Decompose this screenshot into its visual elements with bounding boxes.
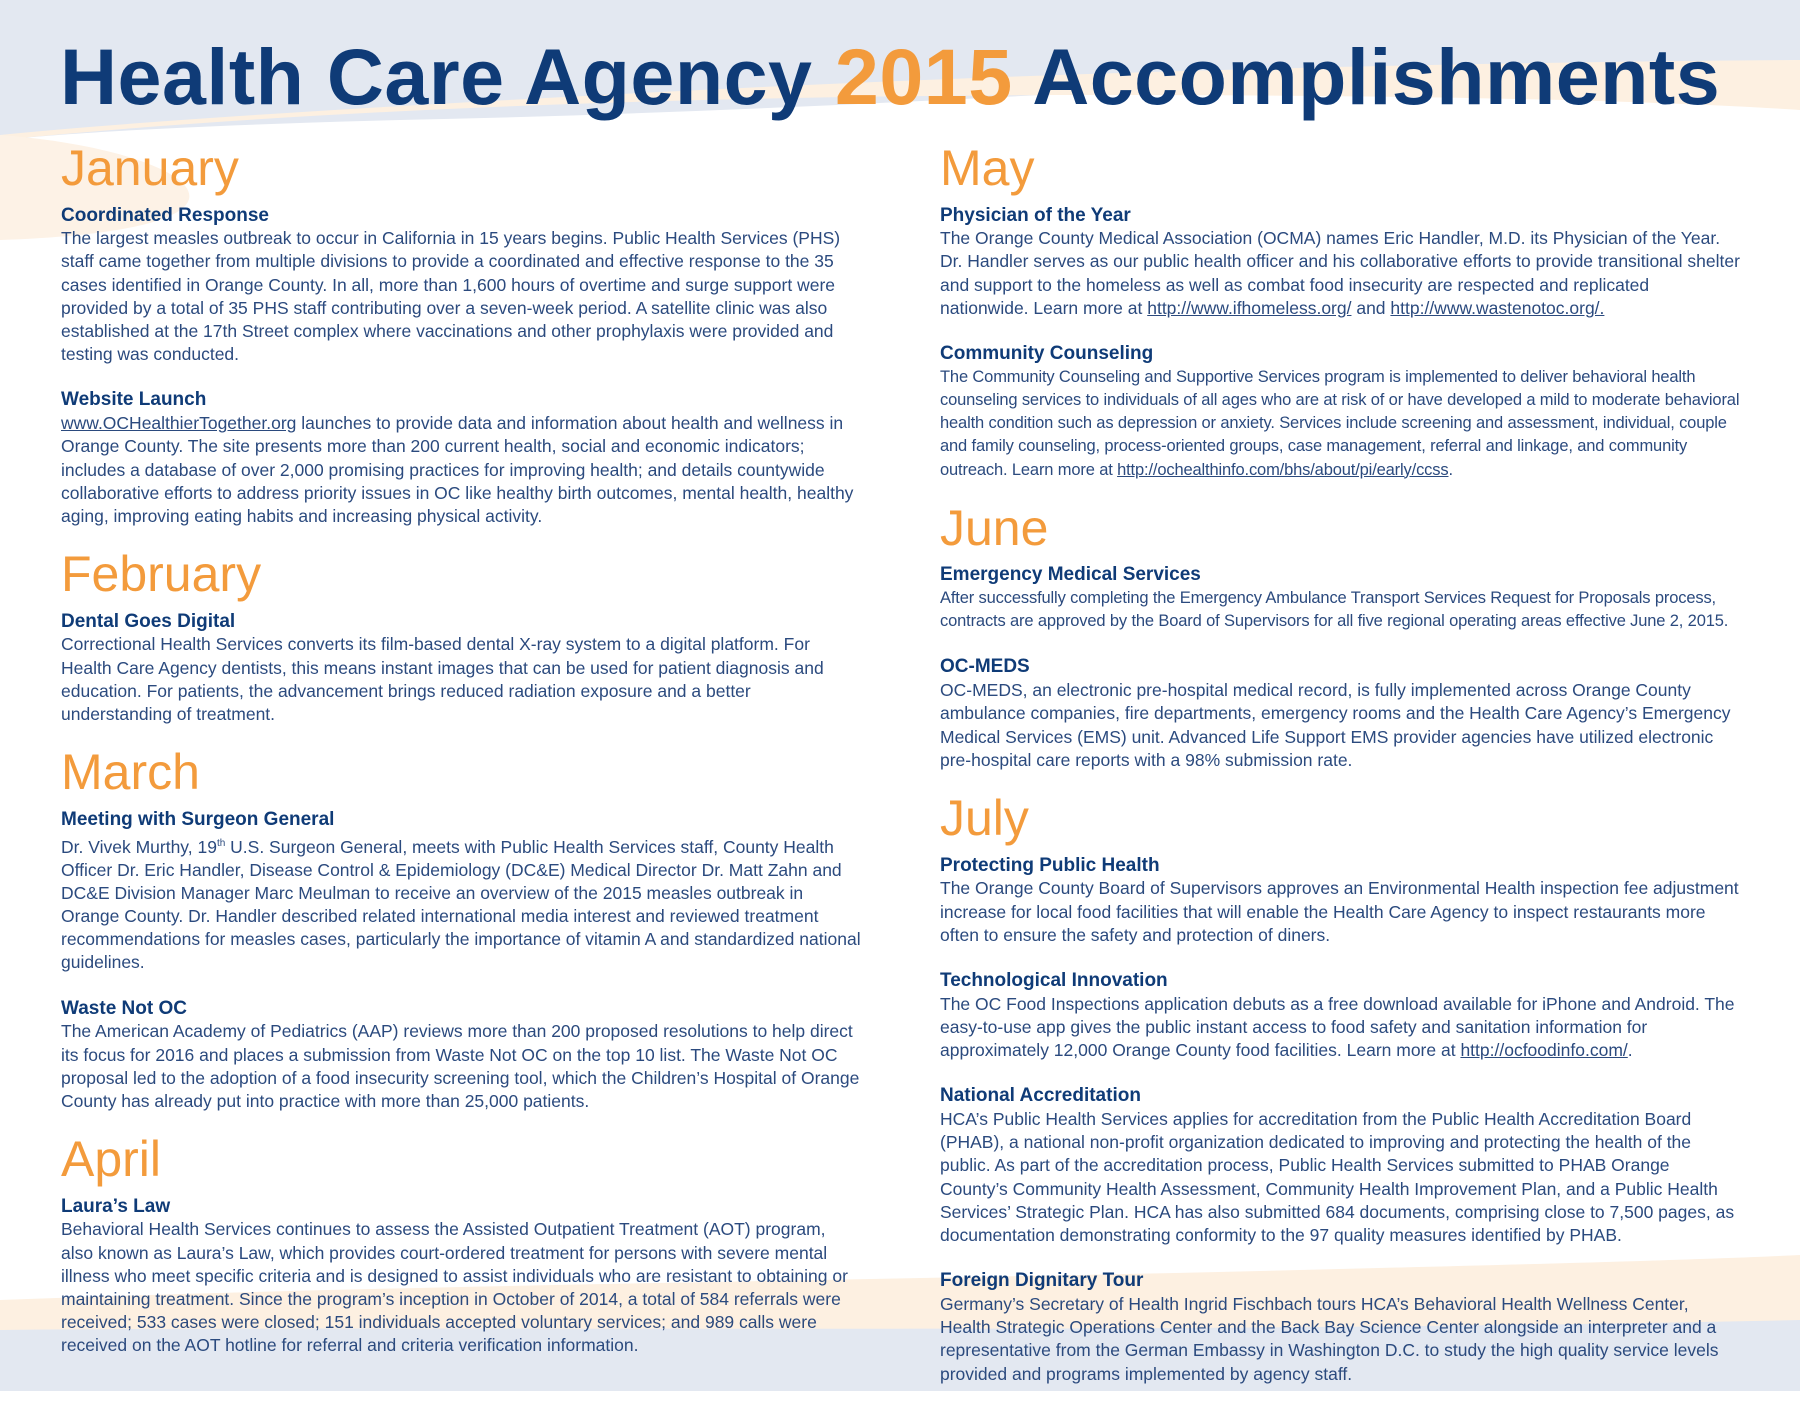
article-title: Coordinated Response: [61, 204, 269, 226]
article-title: Emergency Medical Services: [940, 564, 1201, 586]
article-body: Behavioral Health Services continues to assess the Assisted Outpatient Treatment (AOT) program, also known as Laura’s Law, which provides court-ordered treatment for persons with severe mental illness who meet specific criteria and is designed to assist individuals who are resistant to obtaining or maintaining treatment. Since the program’s inception in October of 2014, a total of 584 referrals were received; 533 cases were closed; 151 individuals accepted voluntary services; and 989 calls were received on the AOT hotline for referral and criteria verification information.: [61, 1219, 848, 1356]
article-body-text: The OC Food Inspections application debuts as a free download available for iPhone and Android. The easy-to-use app gives the public instant access to food safety and sanitation information for approximately 12,000 Orange County food facilities. Learn more at: [940, 993, 1735, 1061]
article-body: Correctional Health Services converts its film-based dental X-ray system to a digital platform. For Health Care Agency dentists, this means instant images that can be used for patient diagnosis and education. For patients, the advancement brings reduced radiation exposure and a better understanding of treatment.: [61, 634, 824, 725]
article-body: [940, 366, 1740, 482]
month-july: July: [940, 790, 1029, 847]
article-title: National Accreditation: [940, 1085, 1141, 1107]
month-february: February: [61, 546, 262, 603]
link-ochealthiertogether[interactable]: www.OCHealthierTogether.org: [61, 413, 297, 434]
article-body-text: .: [1627, 1040, 1633, 1061]
link-ochealthinfo-ccss[interactable]: http://ochealthinfo.com/bhs/about/pi/early/ccss: [1117, 460, 1449, 479]
article-protecting-public-health: [940, 854, 1740, 947]
article-title: Physician of the Year: [940, 204, 1131, 226]
article-body-text: launches to provide data and information about health and wellness in Orange County. The site presents more than 200 current health, social and economic indicators; includes a database of over 2,000 promising practices for improving health; and details countywide collaborative efforts to address priority issues in OC like healthy birth outcomes, mental health, healthy aging, improving eating habits and increasing physical activity.: [61, 413, 854, 527]
article-emergency-medical: [940, 563, 1740, 633]
article-title: Community Counseling: [940, 343, 1154, 365]
right-column: [940, 140, 1740, 1408]
link-ocfoodinfo[interactable]: http://ocfoodinfo.com/: [1460, 1040, 1628, 1061]
article-national-accreditation: [940, 1084, 1740, 1247]
article-body: The American Academy of Pediatrics (AAP) reviews more than 200 proposed resolutions to help direct its focus for 2016 and places a submission from Waste Not OC on the top 10 list. The Waste Not OC proposal led to the adoption of a food insecurity screening tool, which the Children’s Hospital of Orange County has already put into practice with more than 25,000 patients.: [61, 1021, 860, 1111]
article-body: HCA’s Public Health Services applies for accreditation from the Public Health Accreditation Board (PHAB), a national non-profit organization dedicated to improving and protecting the health of the public. As part of the accreditation process, Public Health Services submitted to PHAB Orange County’s Community Health Assessment, Community Health Improvement Plan, and a Public Health Services’ Strategic Plan. HCA has also submitted 684 documents, comprising close to 7,500 pages, as documentation demonstrating conformity to the 97 quality measures identified by PHAB.: [940, 1109, 1735, 1246]
article-body-text: .: [1448, 460, 1453, 479]
link-ifhomeless[interactable]: http://www.ifhomeless.org/: [1147, 297, 1352, 318]
page-title: [60, 30, 1760, 125]
article-technological-innovation: [940, 969, 1740, 1062]
left-column: [61, 140, 861, 1380]
article-coordinated-response: [61, 204, 861, 367]
article-body: [940, 227, 1740, 320]
article-body: After successfully completing the Emergency Ambulance Transport Services Request for Proposals process, contracts are approved by the Board of Supervisors for all five regional operating areas effective June 2, 2015.: [940, 589, 1729, 631]
article-body: The Orange County Board of Supervisors approves an Environmental Health inspection fee adjustment increase for local food facilities that will enable the Health Care Agency to inspect restaurants more often to ensure the safety and protection of diners.: [940, 878, 1739, 945]
article-body: [940, 993, 1740, 1063]
link-wastenotoc[interactable]: http://www.wastenotoc.org/.: [1390, 297, 1605, 318]
article-body-text: U.S. Surgeon General, meets with Public Health Services staff, County Health Officer Dr. Eric Handler, Disease Control & Epidemiology (DC&E) Medical Director Dr. Matt Zahn and DC&E Division Manager Marc Meulman to receive an overview of the 2015 measles outbreak in Orange County. Dr. Handler described related international media interest and reviewed treatment recommendations for measles cases, particularly the importance of vitamin A and standardized national guidelines.: [61, 836, 861, 973]
article-website-launch: [61, 388, 861, 528]
article-title: Foreign Dignitary Tour: [940, 1270, 1144, 1292]
article-community-counseling: [940, 342, 1740, 482]
article-title: Laura’s Law: [61, 1195, 171, 1217]
article-title: Protecting Public Health: [940, 854, 1160, 876]
article-title: Dental Goes Digital: [61, 610, 236, 632]
article-oc-meds: [940, 655, 1740, 772]
article-title: Website Launch: [61, 389, 207, 411]
article-body-text: The Orange County Medical Association (OCMA) names Eric Handler, M.D. its Physician of the Year. Dr. Handler serves as our public health officer and his collaborative efforts to provide transitional shelter and support to the homeless as well as combat food insecurity are respected and replicated nationwide. Learn more at: [940, 228, 1740, 318]
article-dental-digital: [61, 610, 861, 727]
month-january: January: [61, 140, 239, 196]
month-april: April: [61, 1131, 162, 1188]
title-year: 2015: [834, 32, 1013, 121]
article-physician-of-year: [940, 204, 1740, 321]
article-body: [61, 412, 861, 528]
article-surgeon-general: [61, 808, 861, 975]
article-waste-not-oc: [61, 997, 861, 1114]
article-title: Technological Innovation: [940, 969, 1168, 991]
article-body: The largest measles outbreak to occur in California in 15 years begins. Public Health Services (PHS) staff came together from multiple divisions to provide a coordinated and effective response to the 35 cases identified in Orange County. In all, more than 1,600 hours of overtime and surge support were provided by a total of 35 PHS staff contributing over a seven-week period. A satellite clinic was also established at the 17th Street complex where vaccinations and other prophylaxis were provided and testing was conducted.: [61, 228, 841, 365]
article-body-text: Dr. Vivek Murthy, 19: [61, 836, 217, 857]
article-title: OC-MEDS: [940, 656, 1030, 678]
article-body: OC-MEDS, an electronic pre-hospital medical record, is fully implemented across Orange County ambulance companies, fire departments, emergency rooms and the Health Care Agency’s Emergency Medical Services (EMS) unit. Advanced Life Support EMS provider agencies have utilized electronic pre-hospital care reports with a 98% submission rate.: [940, 680, 1731, 770]
title-tail: Accomplishments: [1032, 32, 1721, 121]
article-title: Waste Not OC: [61, 997, 187, 1019]
month-june: June: [940, 499, 1049, 556]
article-body-text: The Community Counseling and Supportive Services program is implemented to deliver behavioral health counseling services to individuals of all ages who are at risk of or have developed a mild to moderate behavioral health condition such as depression or anxiety. Services include screening and assessment, individual, couple and family counseling, process-oriented groups, case management, referral and linkage, and community outreach. Learn more at: [940, 367, 1740, 479]
article-lauras-law: [61, 1195, 861, 1358]
article-foreign-dignitary: [940, 1269, 1740, 1386]
article-body-text: and: [1351, 297, 1391, 318]
article-body: Germany’s Secretary of Health Ingrid Fischbach tours HCA’s Behavioral Health Wellness Center, Health Strategic Operations Center and the Back Bay Science Center alongside an interpreter and a representative from the German Embassy in Washington D.C. to study the high quality service levels provided and programs implemented by agency staff.: [940, 1293, 1719, 1384]
month-march: March: [61, 744, 200, 801]
month-may: May: [940, 140, 1035, 196]
article-body: [61, 832, 861, 975]
superscript: th: [216, 837, 226, 849]
title-main: Health Care Agency: [60, 32, 813, 121]
article-title: Meeting with Surgeon General: [61, 808, 335, 830]
